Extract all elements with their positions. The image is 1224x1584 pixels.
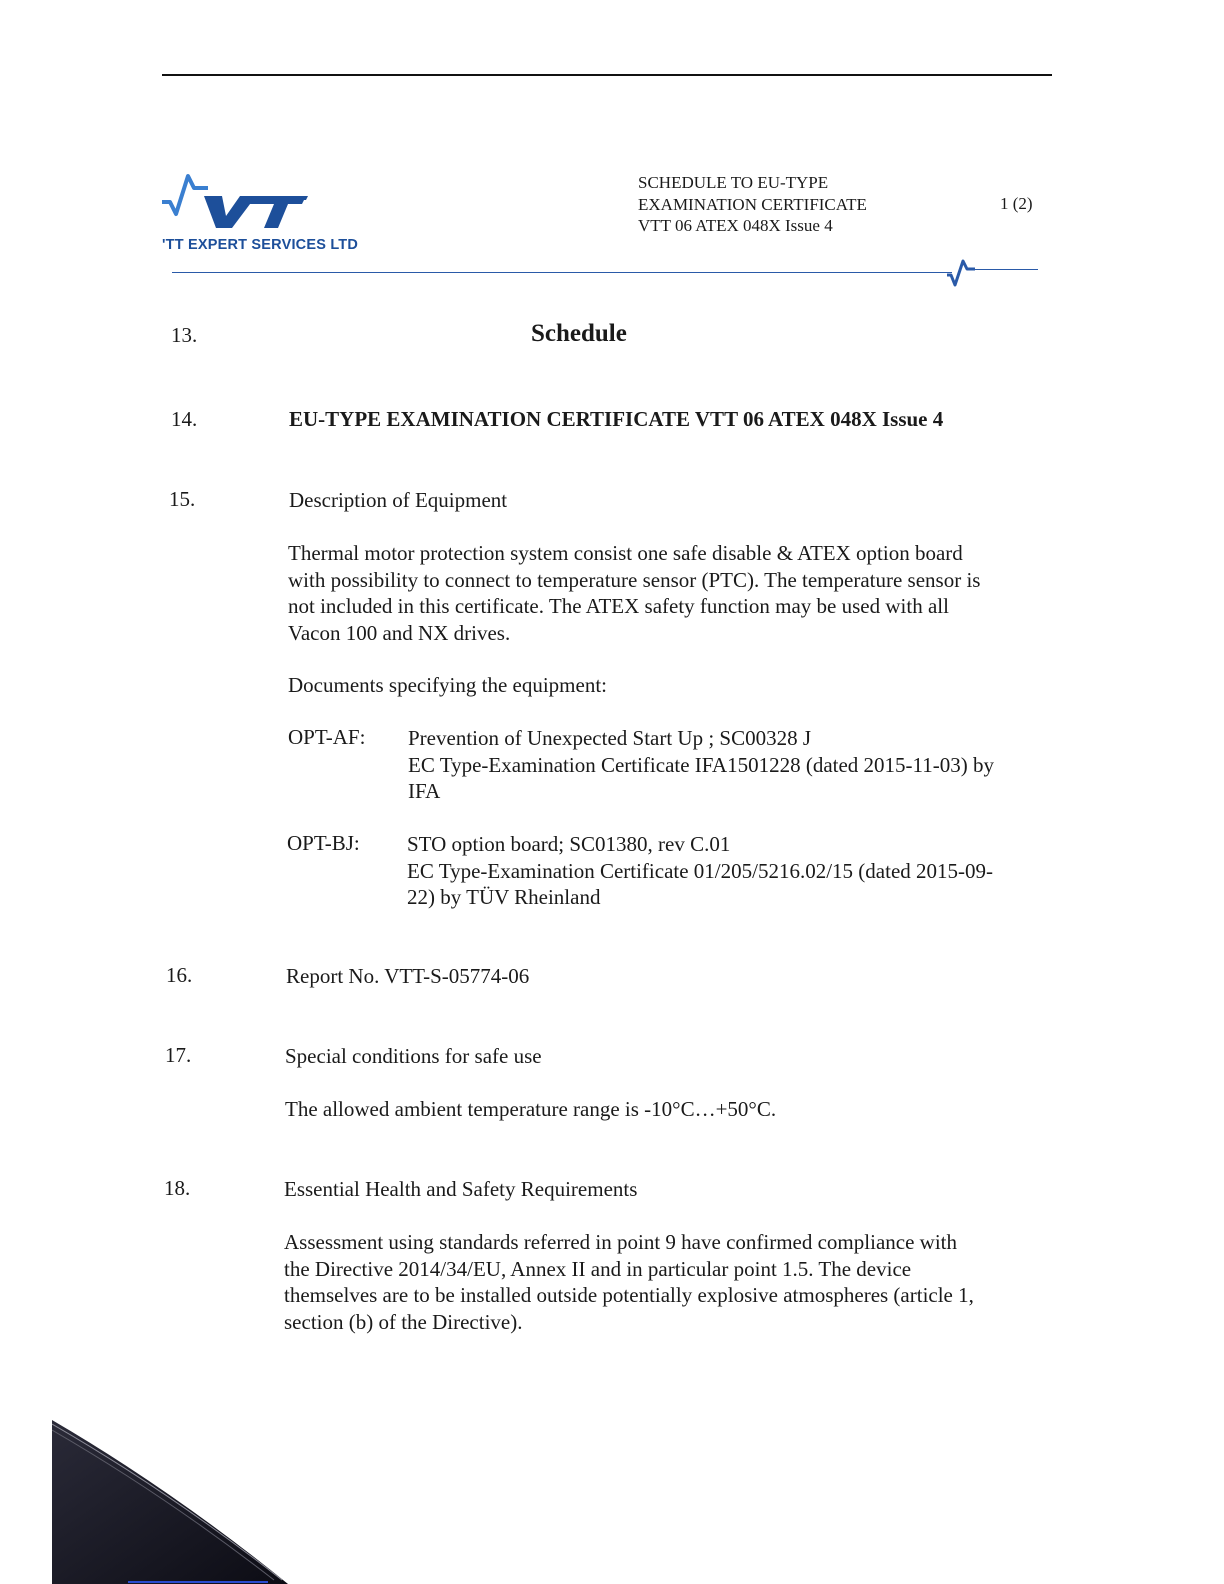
doc-line-1: SCHEDULE TO EU-TYPE — [638, 173, 829, 192]
compliance-line: the Directive 2014/34/EU, Annex II and in particular point 1.5. The device — [284, 1256, 912, 1281]
compliance-statement — [284, 1229, 974, 1335]
header-rule-end — [972, 269, 1038, 270]
opt-bj-line: STO option board; SC01380, rev C.01 — [407, 832, 731, 856]
opt-bj-label: OPT-BJ: — [287, 831, 360, 855]
section-13-number: 13. — [171, 323, 198, 347]
certificate-heading: EU-TYPE EXAMINATION CERTIFICATE VTT 06 ATEX 048X Issue 4 — [289, 407, 944, 431]
temperature-range: The allowed ambient temperature range is -10°C…+50°C. — [285, 1097, 777, 1121]
opt-af-label: OPT-AF: — [288, 725, 366, 749]
description-line: with possibility to connect to temperature sensor (PTC). The temperature sensor is — [288, 567, 981, 592]
opt-af-details — [408, 725, 994, 805]
opt-bj-line: EC Type-Examination Certificate 01/205/5216.02/15 (dated 2015-09- — [407, 858, 994, 883]
section-16-number: 16. — [166, 963, 193, 987]
wave-mark-icon — [945, 257, 975, 287]
section-18-heading: Essential Health and Safety Requirements — [284, 1177, 638, 1201]
description-line: Vacon 100 and NX drives. — [288, 620, 511, 645]
description-line: not included in this certificate. The ATEX safety function may be used with all — [288, 594, 949, 618]
page-title: Schedule — [531, 320, 627, 347]
company-name: 'TT EXPERT SERVICES LTD — [162, 237, 359, 253]
doc-line-2: EXAMINATION CERTIFICATE — [638, 194, 867, 214]
opt-bj-line: 22) by TÜV Rheinland — [407, 885, 601, 909]
header-rule — [172, 272, 952, 273]
opt-af-line: EC Type-Examination Certificate IFA1501228 (dated 2015-11-03) by — [408, 752, 995, 777]
compliance-line: section (b) of the Directive). — [284, 1309, 523, 1334]
page-number: 1 (2) — [1000, 194, 1033, 213]
top-rule — [162, 74, 1052, 76]
corner-decoration — [52, 1420, 292, 1584]
doc-line-3: VTT 06 ATEX 048X Issue 4 — [638, 216, 833, 235]
section-18-number: 18. — [164, 1176, 191, 1200]
report-number: Report No. VTT-S-05774-06 — [286, 964, 530, 988]
section-17-heading: Special conditions for safe use — [285, 1044, 542, 1068]
section-15-number: 15. — [169, 487, 196, 511]
section-14-number: 14. — [171, 407, 198, 431]
section-17-number: 17. — [165, 1043, 192, 1067]
section-15-heading: Description of Equipment — [289, 488, 508, 512]
equipment-description — [288, 540, 980, 646]
compliance-line: themselves are to be installed outside potentially explosive atmospheres (article 1, — [284, 1283, 974, 1307]
opt-bj-details — [407, 831, 993, 911]
opt-af-line: IFA — [408, 779, 441, 803]
document-reference — [638, 172, 867, 237]
documents-intro: Documents specifying the equipment: — [288, 673, 608, 697]
opt-af-line: Prevention of Unexpected Start Up ; SC00328 J — [408, 726, 812, 750]
description-line: Thermal motor protection system consist one safe disable & ATEX option board — [288, 541, 963, 565]
compliance-line: Assessment using standards referred in point 9 have confirmed compliance with — [284, 1230, 957, 1254]
